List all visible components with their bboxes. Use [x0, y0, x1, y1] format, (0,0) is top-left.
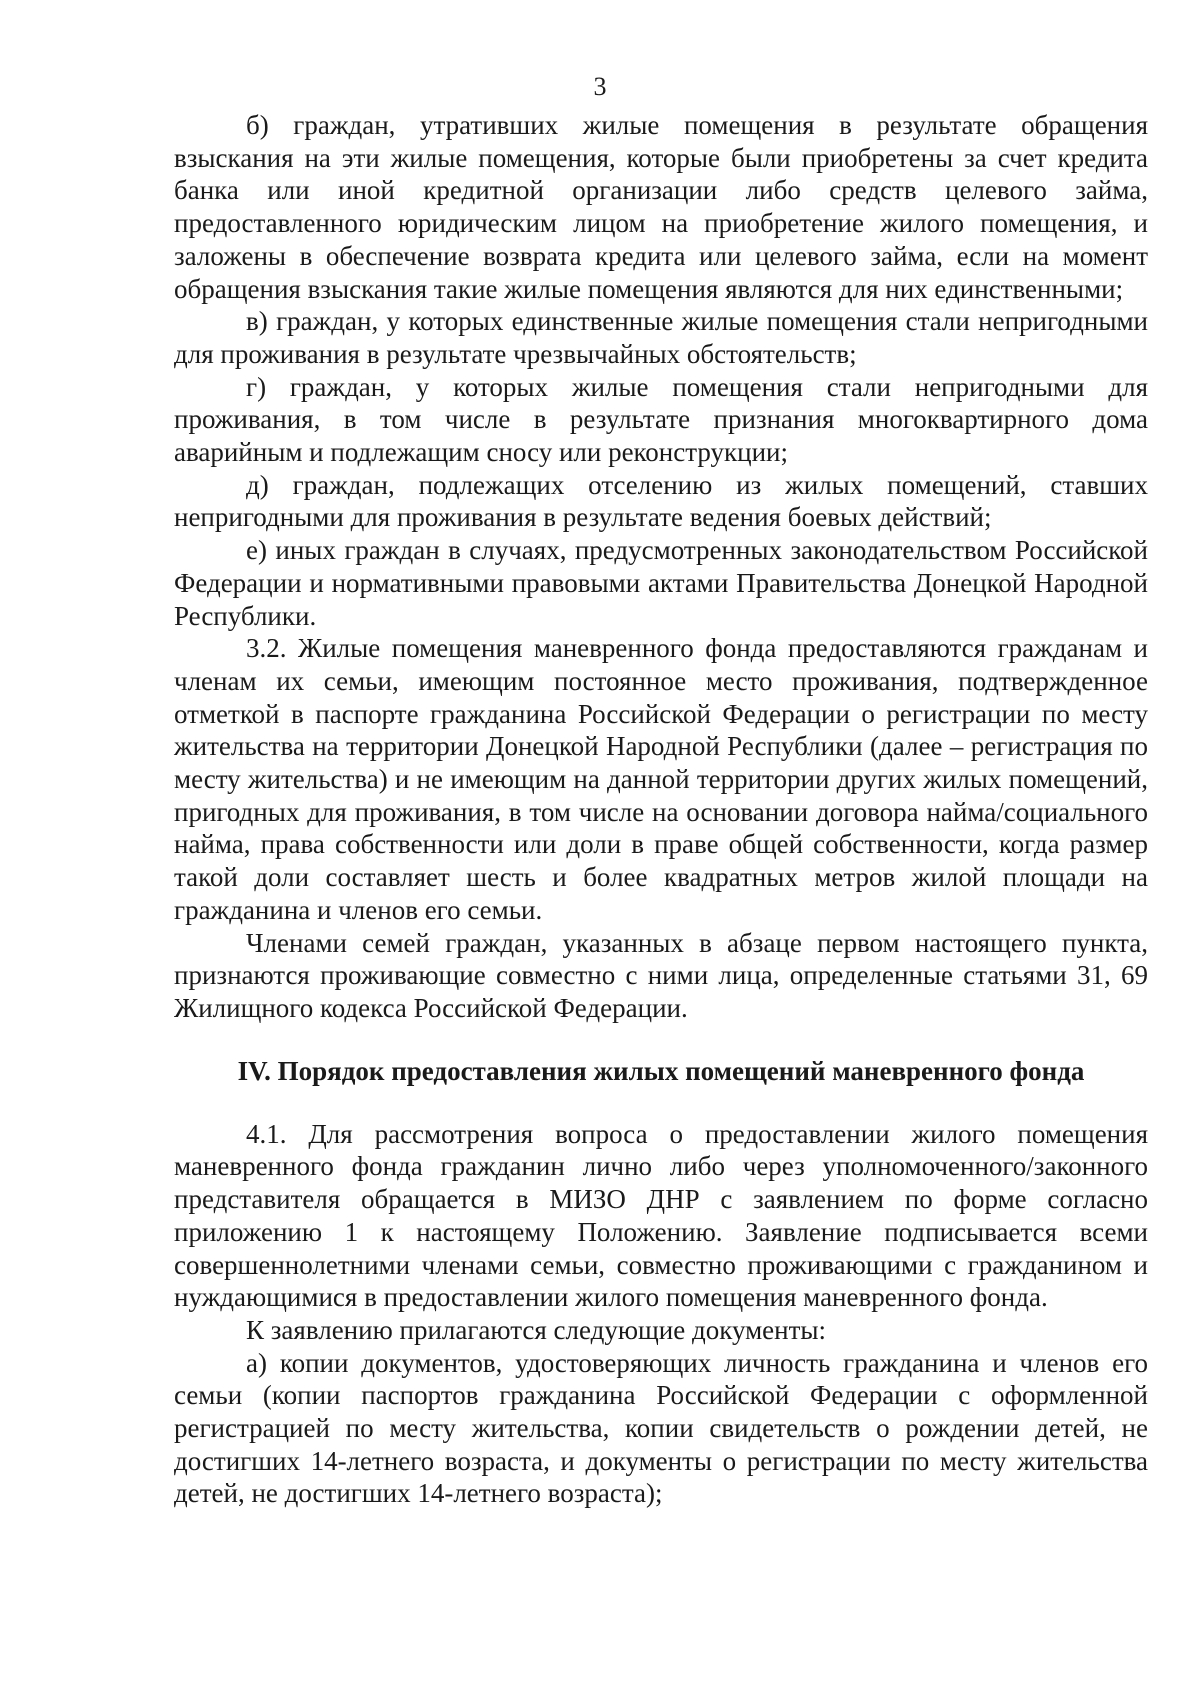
- paragraph-4-1: 4.1. Для рассмотрения вопроса о предоставлении жилого помещения маневренного фонда гражданин лично либо через уполномоченного/законного представителя обращается в МИЗО ДНР с заявлением по форме согласно приложению 1 к настоящему Положению. Заявление подписывается всеми совершеннолетними членами семьи, совместно проживающими с гражданином и нуждающимися в предоставлении жилого помещения маневренного фонда.: [174, 1118, 1148, 1313]
- paragraph-item-g: г) граждан, у которых жилые помещения стали непригодными для проживания, в том числе в результате признания многоквартирного дома аварийным и подлежащим сносу или реконструкции;: [174, 371, 1148, 468]
- section-heading: IV. Порядок предоставления жилых помещений маневренного фонда: [237, 1055, 1085, 1086]
- page-number: 3: [593, 72, 607, 101]
- paragraph-item-d: д) граждан, подлежащих отселению из жилых помещений, ставших непригодными для проживания в результате ведения боевых действий;: [174, 469, 1148, 533]
- paragraph-family-members: Членами семей граждан, указанных в абзаце первом настоящего пункта, признаются проживающие совместно с ними лица, определенные статьями 31, 69 Жилищного кодекса Российской Федерации.: [174, 927, 1148, 1023]
- paragraph-3-2: 3.2. Жилые помещения маневренного фонда предоставляются гражданам и членам их семьи, имеющим постоянное место проживания, подтвержденное отметкой в паспорте гражданина Российской Федерации о регистрации по месту жительства на территории Донецкой Народной Республики (далее – регистрация по месту жительства) и не имеющим на данной территории других жилых помещений, пригодных для проживания, в том числе на основании договора найма/социального найма, права собственности или доли в праве общей собственности, когда размер такой доли составляет шесть и более квадратных метров жилой площади на гражданина и членов его семьи.: [174, 633, 1148, 925]
- paragraph-attachments-intro: К заявлению прилагаются следующие документы:: [246, 1314, 827, 1345]
- document-body: [174, 109, 1148, 1510]
- paragraph-item-a: а) копии документов, удостоверяющих личность гражданина и членов его семьи (копии паспортов гражданина Российской Федерации с оформленной регистрацией по месту жительства, копии свидетельств о рождении детей, не достигших 14-летнего возраста, и документы о регистрации по месту жительства детей, не достигших 14-летнего возраста);: [174, 1347, 1148, 1509]
- paragraph-item-v: в) граждан, у которых единственные жилые помещения стали непригодными для проживания в результате чрезвычайных обстоятельств;: [174, 306, 1148, 369]
- paragraph-item-e: е) иных граждан в случаях, предусмотренных законодательством Российской Федерации и нормативными правовыми актами Правительства Донецкой Народной Республики.: [174, 535, 1148, 631]
- paragraph-item-b: б) граждан, утративших жилые помещения в результате обращения взыскания на эти жилые помещения, которые были приобретены за счет кредита банка или иной кредитной организации либо средств целевого займа, предоставленного юридическим лицом на приобретение жилого помещения, и заложены в обеспечение возврата кредита или целевого займа, если на момент обращения взыскания такие жилые помещения являются для них единственными;: [174, 110, 1148, 304]
